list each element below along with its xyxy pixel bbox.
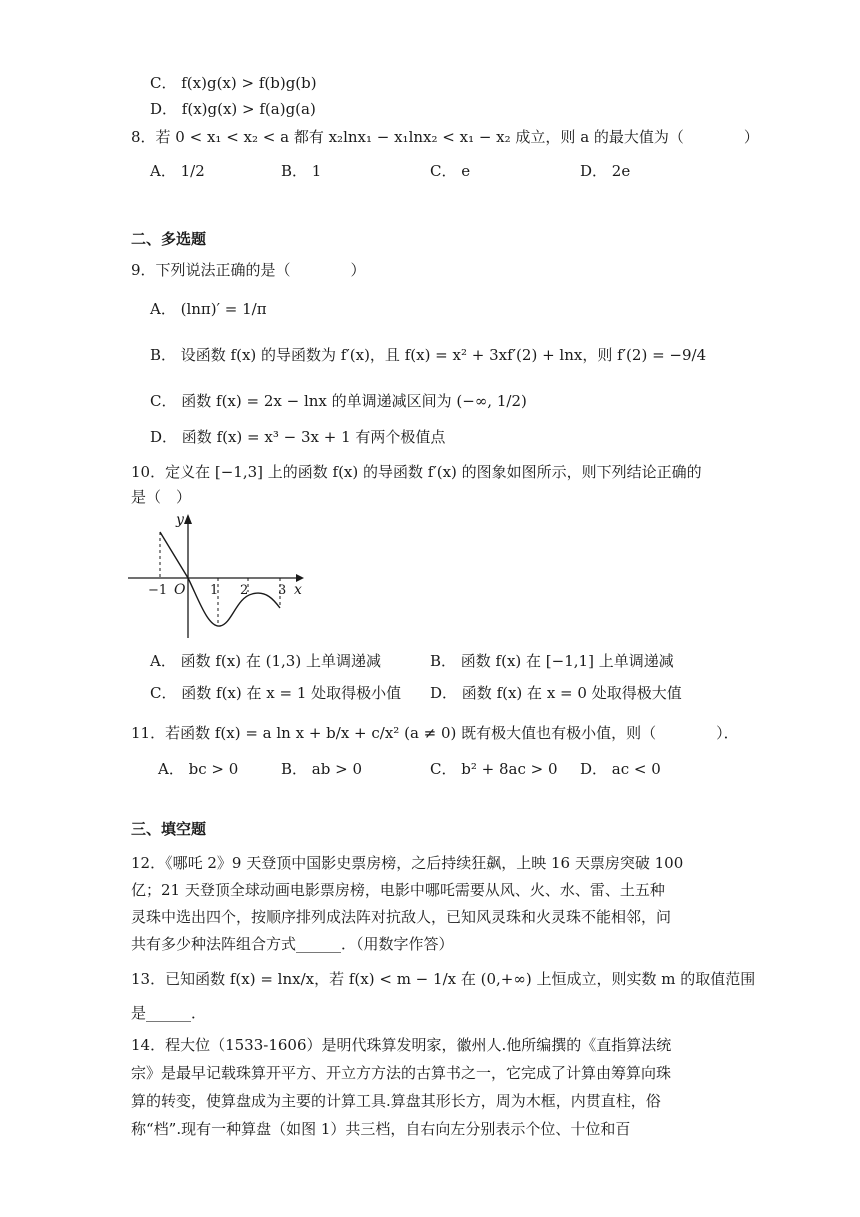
q9-option-b: B． 设函数 f(x) 的导函数为 f′(x)，且 f(x) = x² + 3xf′(2) + lnx，则 f′(2) = −9/4 — [150, 346, 707, 364]
q12-line2: 亿；21 天登顶全球动画电影票房榜，电影中哪吒需要从风、火、水、雷、土五种 — [131, 881, 665, 899]
q8-option-c: C． e — [430, 162, 471, 180]
q9-option-a: A． (lnπ)′ = 1/π — [150, 300, 267, 318]
x-axis-arrow — [296, 574, 304, 582]
q11-option-b: B． ab > 0 — [281, 760, 362, 778]
q12-line4: 共有多少种法阵组合方式______．（用数字作答） — [131, 935, 454, 953]
q8-stem: 8．若 0 < x₁ < x₂ < a 都有 x₂lnx₁ − x₁lnx₂ < x₁ − x₂ 成立，则 a 的最大值为（ ） — [131, 128, 759, 146]
q11-option-a: A． bc > 0 — [158, 760, 239, 778]
section-heading-multiple-choice: 二、多选题 — [131, 230, 207, 248]
q12-line3: 灵珠中选出四个，按顺序排列成法阵对抗敌人，已知风灵珠和火灵珠不能相邻，问 — [131, 908, 672, 926]
q13-line1: 13．已知函数 f(x) = lnx/x，若 f(x) < m − 1/x 在 (0,+∞) 上恒成立，则实数 m 的取值范围 — [131, 970, 756, 988]
q11-option-d: D． ac < 0 — [580, 760, 661, 778]
q8-option-d: D． 2e — [580, 162, 631, 180]
q10-stem-line1: 10．定义在 [−1,3] 上的函数 f(x) 的导函数 f′(x) 的图象如图所示，则下列结论正确的 — [131, 463, 702, 481]
q14-line1: 14．程大位（1533-1606）是明代珠算发明家，徽州人.他所编撰的《直指算法统 — [131, 1036, 672, 1054]
q7-option-d: D． f(x)g(x) > f(a)g(a) — [150, 100, 316, 118]
tick-label-1: 1 — [210, 583, 219, 598]
tick-label-minus1: −1 — [148, 583, 168, 598]
q7-option-c: C． f(x)g(x) > f(b)g(b) — [150, 74, 317, 92]
y-axis-arrow — [184, 514, 192, 524]
section-heading-fill-in: 三、填空题 — [131, 820, 207, 838]
tick-label-2: 2 — [240, 583, 249, 598]
q13-line2: 是______． — [131, 1004, 207, 1022]
q8-option-a: A． 1/2 — [150, 162, 205, 180]
q9-option-c: C． 函数 f(x) = 2x − lnx 的单调递减区间为 (−∞, 1/2) — [150, 392, 527, 410]
q11-stem: 11．若函数 f(x) = a ln x + b/x + c/x² (a ≠ 0) 既有极大值也有极小值，则（ ）． — [131, 724, 739, 742]
q10-option-b: B． 函数 f(x) 在 [−1,1] 上单调递减 — [430, 652, 674, 670]
q10-option-a: A． 函数 f(x) 在 (1,3) 上单调递减 — [150, 652, 381, 670]
q10-option-d: D． 函数 f(x) 在 x = 0 处取得极大值 — [430, 684, 682, 702]
q10-stem-line2: 是（ ） — [131, 488, 192, 506]
q10-option-c: C． 函数 f(x) 在 x = 1 处取得极小值 — [150, 684, 402, 702]
derivative-graph — [128, 510, 312, 642]
q9-stem: 9．下列说法正确的是（ ） — [131, 261, 366, 279]
y-label: y — [176, 512, 184, 528]
q14-line4: 称“档”.现有一种算盘（如图 1）共三档，自右向左分别表示个位、十位和百 — [131, 1120, 631, 1138]
q14-line3: 算的转变，使算盘成为主要的计算工具.算盘其形长方，周为木框，内贯直柱，俗 — [131, 1092, 661, 1110]
q14-line2: 宗》是最早记载珠算开平方、开立方方法的古算书之一，它完成了计算由筹算向珠 — [131, 1064, 672, 1082]
q8-option-b: B． 1 — [281, 162, 322, 180]
q9-option-d: D． 函数 f(x) = x³ − 3x + 1 有两个极值点 — [150, 428, 446, 446]
tick-label-3: 3 — [278, 583, 287, 598]
x-label: x — [294, 582, 302, 598]
derivative-curve — [160, 532, 280, 626]
origin-label: O — [174, 582, 186, 598]
q11-option-c: C． b² + 8ac > 0 — [430, 760, 558, 778]
q12-line1: 12．《哪吒 2》9 天登顶中国影史票房榜，之后持续狂飙，上映 16 天票房突破 100 — [131, 854, 684, 872]
